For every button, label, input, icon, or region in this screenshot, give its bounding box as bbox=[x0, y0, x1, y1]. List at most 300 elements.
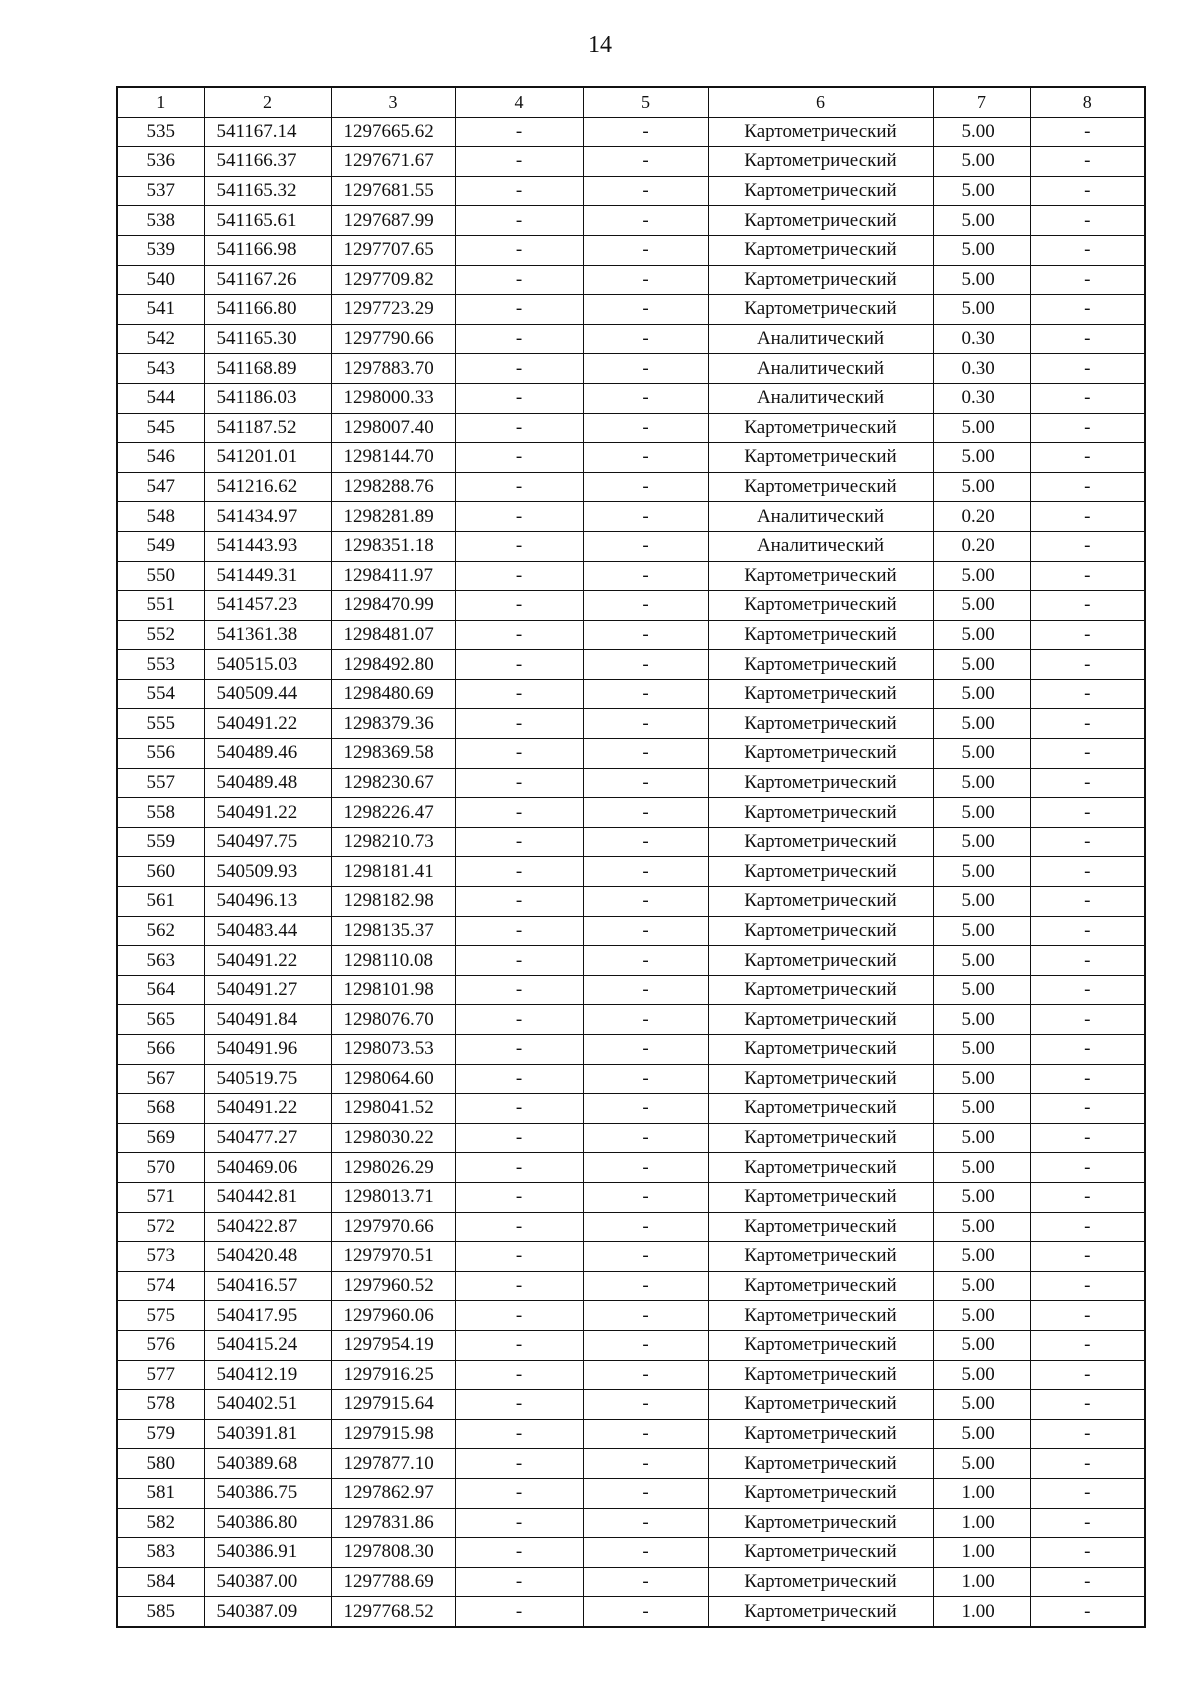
point-number-cell: 552 bbox=[117, 620, 204, 650]
col-8-cell: - bbox=[1030, 295, 1145, 325]
col-4-cell: - bbox=[455, 1182, 583, 1212]
accuracy-cell: 5.00 bbox=[933, 1005, 1030, 1035]
y-coordinate-cell: 1298411.97 bbox=[331, 561, 455, 591]
x-coordinate-cell: 540386.75 bbox=[204, 1478, 331, 1508]
x-coordinate-cell: 541167.14 bbox=[204, 117, 331, 147]
col-5-cell: - bbox=[583, 413, 708, 443]
x-coordinate-cell: 541216.62 bbox=[204, 472, 331, 502]
col-5-cell: - bbox=[583, 1182, 708, 1212]
table-row bbox=[117, 591, 1145, 621]
col-4-cell: - bbox=[455, 235, 583, 265]
point-number-cell: 567 bbox=[117, 1064, 204, 1094]
col-5-cell: - bbox=[583, 1478, 708, 1508]
col-8-cell: - bbox=[1030, 265, 1145, 295]
page-number: 14 bbox=[588, 32, 612, 58]
col-4-cell: - bbox=[455, 1360, 583, 1390]
x-coordinate-cell: 540491.22 bbox=[204, 798, 331, 828]
accuracy-cell: 5.00 bbox=[933, 1094, 1030, 1124]
col-4-cell: - bbox=[455, 739, 583, 769]
table-row bbox=[117, 117, 1145, 147]
column-header: 7 bbox=[933, 87, 1030, 117]
col-4-cell: - bbox=[455, 1212, 583, 1242]
col-5-cell: - bbox=[583, 1597, 708, 1627]
col-8-cell: - bbox=[1030, 709, 1145, 739]
point-number-cell: 572 bbox=[117, 1212, 204, 1242]
y-coordinate-cell: 1297768.52 bbox=[331, 1597, 455, 1627]
accuracy-cell: 5.00 bbox=[933, 1035, 1030, 1065]
point-number-cell: 569 bbox=[117, 1123, 204, 1153]
x-coordinate-cell: 541165.32 bbox=[204, 176, 331, 206]
y-coordinate-cell: 1298000.33 bbox=[331, 383, 455, 413]
col-5-cell: - bbox=[583, 1508, 708, 1538]
accuracy-cell: 5.00 bbox=[933, 887, 1030, 917]
point-number-cell: 548 bbox=[117, 502, 204, 532]
y-coordinate-cell: 1297915.98 bbox=[331, 1419, 455, 1449]
y-coordinate-cell: 1298230.67 bbox=[331, 768, 455, 798]
col-8-cell: - bbox=[1030, 1182, 1145, 1212]
point-number-cell: 537 bbox=[117, 176, 204, 206]
method-cell: Картометрический bbox=[708, 295, 933, 325]
accuracy-cell: 5.00 bbox=[933, 413, 1030, 443]
accuracy-cell: 5.00 bbox=[933, 1182, 1030, 1212]
col-5-cell: - bbox=[583, 946, 708, 976]
col-4-cell: - bbox=[455, 650, 583, 680]
accuracy-cell: 5.00 bbox=[933, 798, 1030, 828]
col-5-cell: - bbox=[583, 1567, 708, 1597]
col-8-cell: - bbox=[1030, 1478, 1145, 1508]
y-coordinate-cell: 1297790.66 bbox=[331, 324, 455, 354]
col-8-cell: - bbox=[1030, 117, 1145, 147]
point-number-cell: 576 bbox=[117, 1330, 204, 1360]
col-5-cell: - bbox=[583, 1242, 708, 1272]
table-row bbox=[117, 413, 1145, 443]
x-coordinate-cell: 540491.96 bbox=[204, 1035, 331, 1065]
y-coordinate-cell: 1297916.25 bbox=[331, 1360, 455, 1390]
col-4-cell: - bbox=[455, 206, 583, 236]
method-cell: Картометрический bbox=[708, 1212, 933, 1242]
col-8-cell: - bbox=[1030, 1449, 1145, 1479]
col-4-cell: - bbox=[455, 1449, 583, 1479]
method-cell: Картометрический bbox=[708, 235, 933, 265]
table-row bbox=[117, 265, 1145, 295]
x-coordinate-cell: 541167.26 bbox=[204, 265, 331, 295]
col-8-cell: - bbox=[1030, 235, 1145, 265]
col-4-cell: - bbox=[455, 1242, 583, 1272]
point-number-cell: 583 bbox=[117, 1538, 204, 1568]
y-coordinate-cell: 1298076.70 bbox=[331, 1005, 455, 1035]
x-coordinate-cell: 540415.24 bbox=[204, 1330, 331, 1360]
col-5-cell: - bbox=[583, 561, 708, 591]
accuracy-cell: 1.00 bbox=[933, 1567, 1030, 1597]
y-coordinate-cell: 1298281.89 bbox=[331, 502, 455, 532]
col-8-cell: - bbox=[1030, 975, 1145, 1005]
accuracy-cell: 5.00 bbox=[933, 857, 1030, 887]
accuracy-cell: 5.00 bbox=[933, 117, 1030, 147]
y-coordinate-cell: 1297970.51 bbox=[331, 1242, 455, 1272]
col-8-cell: - bbox=[1030, 768, 1145, 798]
col-8-cell: - bbox=[1030, 650, 1145, 680]
y-coordinate-cell: 1298379.36 bbox=[331, 709, 455, 739]
accuracy-cell: 0.20 bbox=[933, 502, 1030, 532]
col-8-cell: - bbox=[1030, 561, 1145, 591]
point-number-cell: 546 bbox=[117, 443, 204, 473]
method-cell: Картометрический bbox=[708, 620, 933, 650]
col-5-cell: - bbox=[583, 383, 708, 413]
col-5-cell: - bbox=[583, 235, 708, 265]
method-cell: Картометрический bbox=[708, 975, 933, 1005]
point-number-cell: 570 bbox=[117, 1153, 204, 1183]
x-coordinate-cell: 540491.27 bbox=[204, 975, 331, 1005]
table-row bbox=[117, 946, 1145, 976]
method-cell: Картометрический bbox=[708, 1567, 933, 1597]
accuracy-cell: 5.00 bbox=[933, 265, 1030, 295]
col-4-cell: - bbox=[455, 443, 583, 473]
y-coordinate-cell: 1298470.99 bbox=[331, 591, 455, 621]
col-5-cell: - bbox=[583, 324, 708, 354]
col-5-cell: - bbox=[583, 1123, 708, 1153]
x-coordinate-cell: 541165.30 bbox=[204, 324, 331, 354]
col-5-cell: - bbox=[583, 1005, 708, 1035]
x-coordinate-cell: 540389.68 bbox=[204, 1449, 331, 1479]
col-5-cell: - bbox=[583, 1330, 708, 1360]
col-8-cell: - bbox=[1030, 1330, 1145, 1360]
col-4-cell: - bbox=[455, 1330, 583, 1360]
accuracy-cell: 1.00 bbox=[933, 1597, 1030, 1627]
table-row bbox=[117, 1508, 1145, 1538]
method-cell: Картометрический bbox=[708, 1005, 933, 1035]
point-number-cell: 575 bbox=[117, 1301, 204, 1331]
y-coordinate-cell: 1297862.97 bbox=[331, 1478, 455, 1508]
col-4-cell: - bbox=[455, 1123, 583, 1153]
col-5-cell: - bbox=[583, 591, 708, 621]
y-coordinate-cell: 1298480.69 bbox=[331, 679, 455, 709]
x-coordinate-cell: 541201.01 bbox=[204, 443, 331, 473]
method-cell: Картометрический bbox=[708, 1360, 933, 1390]
col-4-cell: - bbox=[455, 1538, 583, 1568]
col-5-cell: - bbox=[583, 1360, 708, 1390]
col-5-cell: - bbox=[583, 1035, 708, 1065]
method-cell: Картометрический bbox=[708, 443, 933, 473]
col-4-cell: - bbox=[455, 561, 583, 591]
x-coordinate-cell: 541434.97 bbox=[204, 502, 331, 532]
x-coordinate-cell: 541165.61 bbox=[204, 206, 331, 236]
col-4-cell: - bbox=[455, 1005, 583, 1035]
col-5-cell: - bbox=[583, 709, 708, 739]
table-row bbox=[117, 472, 1145, 502]
point-number-cell: 568 bbox=[117, 1094, 204, 1124]
method-cell: Картометрический bbox=[708, 798, 933, 828]
col-8-cell: - bbox=[1030, 1508, 1145, 1538]
method-cell: Картометрический bbox=[708, 1330, 933, 1360]
col-4-cell: - bbox=[455, 1064, 583, 1094]
col-5-cell: - bbox=[583, 1449, 708, 1479]
x-coordinate-cell: 540402.51 bbox=[204, 1390, 331, 1420]
method-cell: Картометрический bbox=[708, 176, 933, 206]
method-cell: Аналитический bbox=[708, 354, 933, 384]
y-coordinate-cell: 1297687.99 bbox=[331, 206, 455, 236]
y-coordinate-cell: 1298101.98 bbox=[331, 975, 455, 1005]
table-row bbox=[117, 1419, 1145, 1449]
col-4-cell: - bbox=[455, 383, 583, 413]
col-4-cell: - bbox=[455, 768, 583, 798]
point-number-cell: 580 bbox=[117, 1449, 204, 1479]
method-cell: Картометрический bbox=[708, 1182, 933, 1212]
table-row bbox=[117, 324, 1145, 354]
y-coordinate-cell: 1297808.30 bbox=[331, 1538, 455, 1568]
col-8-cell: - bbox=[1030, 354, 1145, 384]
point-number-cell: 543 bbox=[117, 354, 204, 384]
x-coordinate-cell: 540491.22 bbox=[204, 709, 331, 739]
col-8-cell: - bbox=[1030, 383, 1145, 413]
point-number-cell: 535 bbox=[117, 117, 204, 147]
table-row bbox=[117, 1212, 1145, 1242]
table-row bbox=[117, 531, 1145, 561]
method-cell: Картометрический bbox=[708, 857, 933, 887]
method-cell: Картометрический bbox=[708, 561, 933, 591]
x-coordinate-cell: 540491.84 bbox=[204, 1005, 331, 1035]
col-4-cell: - bbox=[455, 1271, 583, 1301]
accuracy-cell: 5.00 bbox=[933, 1301, 1030, 1331]
table-row bbox=[117, 147, 1145, 177]
col-5-cell: - bbox=[583, 531, 708, 561]
point-number-cell: 574 bbox=[117, 1271, 204, 1301]
table-row bbox=[117, 1035, 1145, 1065]
table-row bbox=[117, 1567, 1145, 1597]
y-coordinate-cell: 1298026.29 bbox=[331, 1153, 455, 1183]
col-5-cell: - bbox=[583, 176, 708, 206]
accuracy-cell: 5.00 bbox=[933, 739, 1030, 769]
col-4-cell: - bbox=[455, 798, 583, 828]
table-row bbox=[117, 235, 1145, 265]
point-number-cell: 579 bbox=[117, 1419, 204, 1449]
col-8-cell: - bbox=[1030, 1419, 1145, 1449]
table-row bbox=[117, 383, 1145, 413]
x-coordinate-cell: 541186.03 bbox=[204, 383, 331, 413]
col-4-cell: - bbox=[455, 591, 583, 621]
table-row bbox=[117, 620, 1145, 650]
y-coordinate-cell: 1297831.86 bbox=[331, 1508, 455, 1538]
table-row bbox=[117, 295, 1145, 325]
x-coordinate-cell: 540442.81 bbox=[204, 1182, 331, 1212]
header-row bbox=[117, 87, 1145, 117]
point-number-cell: 573 bbox=[117, 1242, 204, 1272]
col-8-cell: - bbox=[1030, 1064, 1145, 1094]
col-8-cell: - bbox=[1030, 1301, 1145, 1331]
x-coordinate-cell: 540509.44 bbox=[204, 679, 331, 709]
accuracy-cell: 5.00 bbox=[933, 827, 1030, 857]
method-cell: Картометрический bbox=[708, 591, 933, 621]
y-coordinate-cell: 1298210.73 bbox=[331, 827, 455, 857]
point-number-cell: 582 bbox=[117, 1508, 204, 1538]
y-coordinate-cell: 1298041.52 bbox=[331, 1094, 455, 1124]
method-cell: Картометрический bbox=[708, 265, 933, 295]
point-number-cell: 555 bbox=[117, 709, 204, 739]
col-5-cell: - bbox=[583, 502, 708, 532]
table-row bbox=[117, 1094, 1145, 1124]
point-number-cell: 584 bbox=[117, 1567, 204, 1597]
table-row bbox=[117, 827, 1145, 857]
table-body bbox=[117, 87, 1145, 1627]
table-row bbox=[117, 502, 1145, 532]
column-header: 3 bbox=[331, 87, 455, 117]
accuracy-cell: 5.00 bbox=[933, 1212, 1030, 1242]
point-number-cell: 551 bbox=[117, 591, 204, 621]
col-8-cell: - bbox=[1030, 176, 1145, 206]
col-5-cell: - bbox=[583, 798, 708, 828]
col-8-cell: - bbox=[1030, 1123, 1145, 1153]
col-8-cell: - bbox=[1030, 798, 1145, 828]
y-coordinate-cell: 1297671.67 bbox=[331, 147, 455, 177]
method-cell: Картометрический bbox=[708, 1419, 933, 1449]
col-5-cell: - bbox=[583, 1271, 708, 1301]
method-cell: Картометрический bbox=[708, 650, 933, 680]
table-row bbox=[117, 1301, 1145, 1331]
accuracy-cell: 5.00 bbox=[933, 591, 1030, 621]
accuracy-cell: 5.00 bbox=[933, 1153, 1030, 1183]
method-cell: Картометрический bbox=[708, 1449, 933, 1479]
method-cell: Картометрический bbox=[708, 768, 933, 798]
col-4-cell: - bbox=[455, 265, 583, 295]
col-4-cell: - bbox=[455, 531, 583, 561]
col-5-cell: - bbox=[583, 117, 708, 147]
accuracy-cell: 5.00 bbox=[933, 561, 1030, 591]
y-coordinate-cell: 1297915.64 bbox=[331, 1390, 455, 1420]
x-coordinate-cell: 540387.00 bbox=[204, 1567, 331, 1597]
accuracy-cell: 5.00 bbox=[933, 1242, 1030, 1272]
point-number-cell: 565 bbox=[117, 1005, 204, 1035]
col-8-cell: - bbox=[1030, 206, 1145, 236]
col-8-cell: - bbox=[1030, 413, 1145, 443]
col-4-cell: - bbox=[455, 1478, 583, 1508]
col-5-cell: - bbox=[583, 1153, 708, 1183]
method-cell: Картометрический bbox=[708, 1271, 933, 1301]
col-4-cell: - bbox=[455, 1508, 583, 1538]
col-5-cell: - bbox=[583, 1064, 708, 1094]
col-8-cell: - bbox=[1030, 1360, 1145, 1390]
point-number-cell: 547 bbox=[117, 472, 204, 502]
x-coordinate-cell: 540417.95 bbox=[204, 1301, 331, 1331]
accuracy-cell: 5.00 bbox=[933, 1360, 1030, 1390]
table-row bbox=[117, 975, 1145, 1005]
y-coordinate-cell: 1298144.70 bbox=[331, 443, 455, 473]
x-coordinate-cell: 540422.87 bbox=[204, 1212, 331, 1242]
col-5-cell: - bbox=[583, 975, 708, 1005]
x-coordinate-cell: 540491.22 bbox=[204, 1094, 331, 1124]
col-5-cell: - bbox=[583, 827, 708, 857]
col-8-cell: - bbox=[1030, 1005, 1145, 1035]
y-coordinate-cell: 1298110.08 bbox=[331, 946, 455, 976]
table-row bbox=[117, 739, 1145, 769]
x-coordinate-cell: 540469.06 bbox=[204, 1153, 331, 1183]
y-coordinate-cell: 1298369.58 bbox=[331, 739, 455, 769]
col-8-cell: - bbox=[1030, 887, 1145, 917]
col-8-cell: - bbox=[1030, 147, 1145, 177]
table-row bbox=[117, 561, 1145, 591]
method-cell: Картометрический bbox=[708, 117, 933, 147]
col-5-cell: - bbox=[583, 1419, 708, 1449]
col-4-cell: - bbox=[455, 946, 583, 976]
y-coordinate-cell: 1298181.41 bbox=[331, 857, 455, 887]
col-5-cell: - bbox=[583, 147, 708, 177]
col-4-cell: - bbox=[455, 887, 583, 917]
point-number-cell: 556 bbox=[117, 739, 204, 769]
y-coordinate-cell: 1298135.37 bbox=[331, 916, 455, 946]
x-coordinate-cell: 540497.75 bbox=[204, 827, 331, 857]
method-cell: Картометрический bbox=[708, 1390, 933, 1420]
col-8-cell: - bbox=[1030, 679, 1145, 709]
col-4-cell: - bbox=[455, 1153, 583, 1183]
point-number-cell: 550 bbox=[117, 561, 204, 591]
accuracy-cell: 5.00 bbox=[933, 1419, 1030, 1449]
accuracy-cell: 5.00 bbox=[933, 679, 1030, 709]
y-coordinate-cell: 1297788.69 bbox=[331, 1567, 455, 1597]
method-cell: Картометрический bbox=[708, 679, 933, 709]
table-row bbox=[117, 1538, 1145, 1568]
accuracy-cell: 5.00 bbox=[933, 1123, 1030, 1153]
accuracy-cell: 0.30 bbox=[933, 383, 1030, 413]
col-5-cell: - bbox=[583, 472, 708, 502]
x-coordinate-cell: 540416.57 bbox=[204, 1271, 331, 1301]
col-4-cell: - bbox=[455, 1390, 583, 1420]
point-number-cell: 577 bbox=[117, 1360, 204, 1390]
col-5-cell: - bbox=[583, 768, 708, 798]
method-cell: Картометрический bbox=[708, 1123, 933, 1153]
col-5-cell: - bbox=[583, 1094, 708, 1124]
y-coordinate-cell: 1297681.55 bbox=[331, 176, 455, 206]
y-coordinate-cell: 1298226.47 bbox=[331, 798, 455, 828]
col-5-cell: - bbox=[583, 295, 708, 325]
x-coordinate-cell: 541187.52 bbox=[204, 413, 331, 443]
col-4-cell: - bbox=[455, 620, 583, 650]
col-8-cell: - bbox=[1030, 1597, 1145, 1627]
point-number-cell: 554 bbox=[117, 679, 204, 709]
accuracy-cell: 5.00 bbox=[933, 443, 1030, 473]
accuracy-cell: 5.00 bbox=[933, 176, 1030, 206]
col-4-cell: - bbox=[455, 1419, 583, 1449]
col-4-cell: - bbox=[455, 324, 583, 354]
column-header: 8 bbox=[1030, 87, 1145, 117]
y-coordinate-cell: 1297883.70 bbox=[331, 354, 455, 384]
method-cell: Картометрический bbox=[708, 709, 933, 739]
method-cell: Картометрический bbox=[708, 1301, 933, 1331]
col-5-cell: - bbox=[583, 679, 708, 709]
y-coordinate-cell: 1298182.98 bbox=[331, 887, 455, 917]
y-coordinate-cell: 1297954.19 bbox=[331, 1330, 455, 1360]
method-cell: Картометрический bbox=[708, 1242, 933, 1272]
y-coordinate-cell: 1297709.82 bbox=[331, 265, 455, 295]
x-coordinate-cell: 541443.93 bbox=[204, 531, 331, 561]
col-8-cell: - bbox=[1030, 620, 1145, 650]
column-header: 4 bbox=[455, 87, 583, 117]
table-row bbox=[117, 354, 1145, 384]
table-row bbox=[117, 443, 1145, 473]
x-coordinate-cell: 540519.75 bbox=[204, 1064, 331, 1094]
method-cell: Картометрический bbox=[708, 1478, 933, 1508]
accuracy-cell: 1.00 bbox=[933, 1538, 1030, 1568]
col-4-cell: - bbox=[455, 1035, 583, 1065]
method-cell: Аналитический bbox=[708, 502, 933, 532]
col-8-cell: - bbox=[1030, 472, 1145, 502]
col-8-cell: - bbox=[1030, 1153, 1145, 1183]
y-coordinate-cell: 1297723.29 bbox=[331, 295, 455, 325]
col-5-cell: - bbox=[583, 916, 708, 946]
point-number-cell: 538 bbox=[117, 206, 204, 236]
x-coordinate-cell: 541449.31 bbox=[204, 561, 331, 591]
point-number-cell: 562 bbox=[117, 916, 204, 946]
x-coordinate-cell: 541361.38 bbox=[204, 620, 331, 650]
table-row bbox=[117, 887, 1145, 917]
x-coordinate-cell: 540491.22 bbox=[204, 946, 331, 976]
